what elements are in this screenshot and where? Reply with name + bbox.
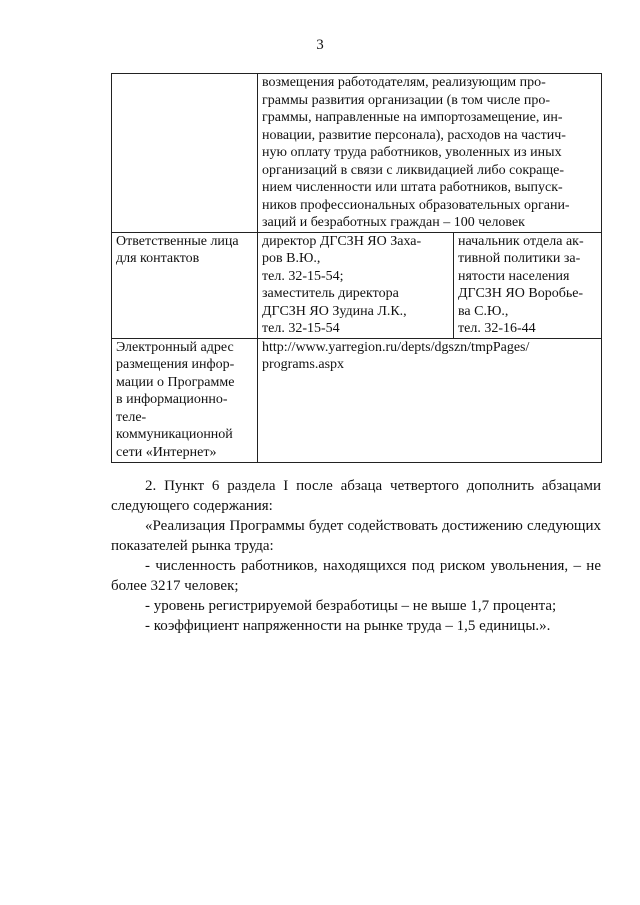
- text-line: мации о Программе: [116, 374, 235, 390]
- text-line: организаций в связи с ликвидацией либо сокраще-: [262, 162, 564, 178]
- contacts-label-cell: [112, 232, 258, 338]
- paragraph: - уровень регистрируемой безработицы – не выше 1,7 процента;: [145, 598, 557, 614]
- table-row: [112, 232, 602, 338]
- text-line: ников профессиональных образовательных органи-: [262, 197, 570, 213]
- text-line: начальник отдела ак-: [458, 233, 584, 249]
- text-line: для контактов: [116, 251, 200, 266]
- text-line: Ответственные лица: [116, 233, 239, 249]
- page-number: 3: [316, 37, 324, 53]
- text-line: ДГСЗН ЯО Зудина Л.К.,: [262, 303, 407, 319]
- text-line: Электронный адрес: [116, 339, 234, 355]
- text-line: тивной политики за-: [458, 251, 581, 266]
- text-line: директор ДГСЗН ЯО Заха-: [262, 233, 422, 249]
- text-line: новации, развитие персонала), расходов на частич-: [262, 127, 566, 143]
- program-url-link[interactable]: programs.aspx: [262, 357, 345, 372]
- text-line: ную оплату труда работников, уволенных из иных: [262, 145, 562, 160]
- text-line: в информационно-: [116, 392, 228, 407]
- contacts-director-cell: [258, 232, 454, 338]
- text-line: заций и безработных граждан – 100 человек: [262, 215, 525, 230]
- text-line: тел. 32-15-54: [262, 321, 340, 336]
- program-url-link[interactable]: http://www.yarregion.ru/depts/dgszn/tmpPages/: [262, 339, 530, 355]
- row-label-cell: [112, 74, 258, 233]
- web-address-cell: [258, 338, 602, 462]
- text-line: тел. 32-15-54;: [262, 268, 344, 284]
- paragraph: 2. Пункт 6 раздела I после абзаца четвертого дополнить абзацами следующего содержания:: [111, 478, 601, 514]
- text-line: нятости населения: [458, 268, 570, 284]
- paragraph: «Реализация Программы будет содействовать достижению следующих показателей рынка труда:: [111, 518, 601, 554]
- text-line: нием численности или штата работников, выпуск-: [262, 180, 563, 195]
- text-line: заместитель директора: [262, 286, 399, 301]
- text-line: размещения инфор-: [116, 357, 235, 372]
- text-line: коммуникационной: [116, 427, 233, 442]
- table-row: [112, 338, 602, 462]
- text-line: теле-: [116, 409, 147, 425]
- target-indicator-cell: [258, 74, 602, 233]
- text-line: ДГСЗН ЯО Воробье-: [458, 286, 584, 301]
- amendment-text: [111, 476, 601, 636]
- paragraph: - коэффициент напряженности на рынке труда – 1,5 единицы.».: [145, 618, 551, 634]
- text-line: граммы, направленные на импортозамещение, ин-: [262, 110, 563, 125]
- contacts-department-head-cell: [454, 232, 602, 338]
- text-line: тел. 32-16-44: [458, 321, 536, 336]
- text-line: сети «Интернет»: [116, 444, 217, 460]
- web-address-label-cell: [112, 338, 258, 462]
- program-passport-table: [111, 73, 602, 463]
- text-line: граммы развития организации (в том числе про-: [262, 92, 551, 108]
- table-row: [112, 74, 602, 233]
- text-line: возмещения работодателям, реализующим про-: [262, 75, 546, 90]
- paragraph: - численность работников, находящихся под риском увольнения, – не более 3217 человек;: [111, 558, 601, 594]
- text-line: ва С.Ю.,: [458, 303, 509, 319]
- text-line: ров В.Ю.,: [262, 251, 321, 266]
